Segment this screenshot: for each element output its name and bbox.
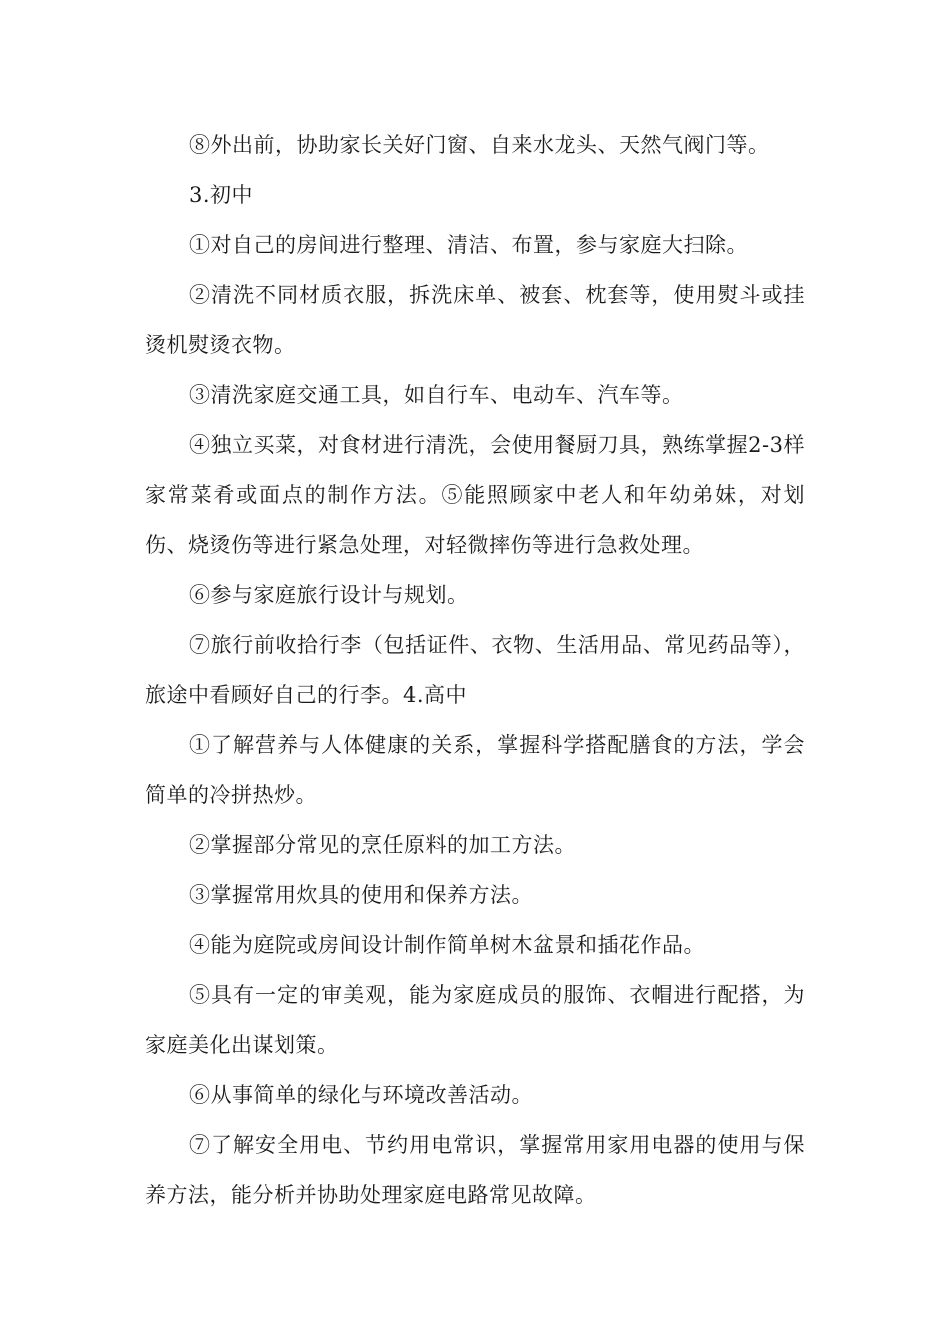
paragraph-item-7-luggage: ⑦旅行前收拾行李（包括证件、衣物、生活用品、常见药品等），旅途中看顾好自己的行李。4.高中 — [145, 633, 805, 707]
paragraph-item-8-safety: ⑧外出前，协助家长关好门窗、自来水龙头、天然气阀门等。 — [189, 133, 770, 157]
paragraph-item-6-travel-plan: ⑥参与家庭旅行设计与规划。 — [189, 583, 469, 607]
paragraph-item-3-vehicles: ③清洗家庭交通工具，如自行车、电动车、汽车等。 — [189, 383, 684, 407]
paragraph-item-1-room: ①对自己的房间进行整理、清洁、布置，参与家庭大扫除。 — [189, 233, 748, 257]
paragraph-item-4-bonsai: ④能为庭院或房间设计制作简单树木盆景和插花作品。 — [189, 933, 705, 957]
paragraph-item-4-cooking: ④独立买菜，对食材进行清洗，会使用餐厨刀具，熟练掌握2-3样家常菜肴或面点的制作方法。⑤能照顾家中老人和年幼弟妹，对划伤、烧烫伤等进行紧急处理，对轻微摔伤等进行急救处理。 — [145, 433, 805, 557]
section-heading-junior-high: 3.初中 — [189, 183, 254, 207]
paragraph-item-5-aesthetics: ⑤具有一定的审美观，能为家庭成员的服饰、衣帽进行配搭，为家庭美化出谋划策。 — [145, 983, 805, 1057]
paragraph-item-7-electricity: ⑦了解安全用电、节约用电常识，掌握常用家用电器的使用与保养方法，能分析并协助处理家庭电路常见故障。 — [145, 1133, 805, 1207]
paragraph-item-2-ingredients: ②掌握部分常见的烹任原料的加工方法。 — [189, 833, 576, 857]
paragraph-item-1-nutrition: ①了解营养与人体健康的关系，掌握科学搭配膳食的方法，学会简单的冷拼热炒。 — [145, 733, 805, 807]
paragraph-item-2-laundry: ②清洗不同材质衣服，拆洗床单、被套、枕套等，使用熨斗或挂烫机熨烫衣物。 — [145, 283, 805, 357]
paragraph-item-6-greening: ⑥从事简单的绿化与环境改善活动。 — [189, 1083, 533, 1107]
paragraph-item-3-cookware: ③掌握常用炊具的使用和保养方法。 — [189, 883, 533, 907]
